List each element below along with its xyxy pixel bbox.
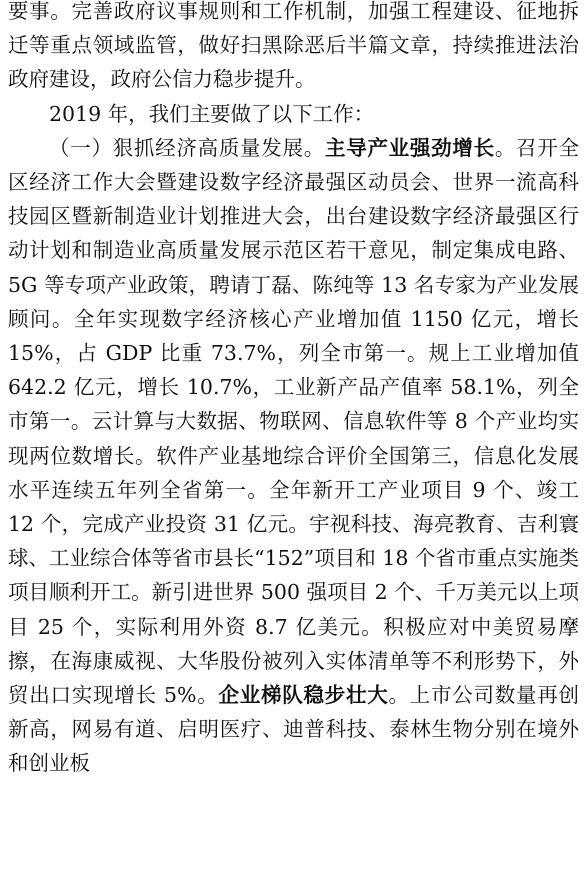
paragraph-1 — [8, 97, 579, 131]
paragraph-2 — [8, 131, 579, 781]
paragraph-2-body: 。召开全区经济工作大会暨建设数字经济最强区动员会、世界一流高科技园区暨新制造业计划推进大会，出台建设数字经济最强区行动计划和制造业高质量发展示范区若干意见，制定集成电路、5G 等专项产业政策，聘请丁磊、陈纯等 13 名专家为产业发展顾问。全年实现数字经济核心产业增加值 1150 亿元，增长 15%，占 GDP 比重 73.7%，列全市第一。规上工业增加值 642.2 亿元，增长 10.7%，工业新产品产值率 58.1%，列全市第一。云计算与大数据、物联网、信息软件等 8 个产业均实现两位数增长。软件产业基地综合评价全国第三，信息化发展水平连续五年列全省第一。全年新开工产业项目 9 个、竣工 12 个，完成产业投资 31 亿元。宇视科技、海亮教育、吉利寰球、工业综合体等省市县长“152”项目和 18 个省市重点实施类项目顺利开工。新引进世界 500 强项目 2 个、千万美元以上项目 25 个，实际利用外资 8.7 亿美元。积极应对中美贸易摩擦，在海康威视、大华股份被列入实体清单等不利形势下，外贸出口实现增长 5%。 — [8, 135, 580, 708]
paragraph-0 — [8, 0, 579, 97]
bold-subheading-enterprise: 企业梯队稳步壮大 — [218, 683, 389, 708]
paragraph-1-text: 2019 年，我们主要做了以下工作： — [49, 101, 375, 126]
paragraph-0-text: 要事。完善政府议事规则和工作机制，加强工程建设、征地拆迁等重点领域监管，做好扫黑除恶后半篇文章，持续推进法治政府建设，政府公信力稳步提升。 — [8, 0, 579, 92]
paragraph-2-tail: 。上市公司数量再创新高，网易有道、启明医疗、迪普科技、泰林生物分别在境外和创业板 — [8, 683, 580, 776]
section-heading: （一）狠抓经济高质量发展。 — [49, 135, 325, 160]
bold-subheading-industry: 主导产业强劲增长 — [324, 135, 495, 160]
